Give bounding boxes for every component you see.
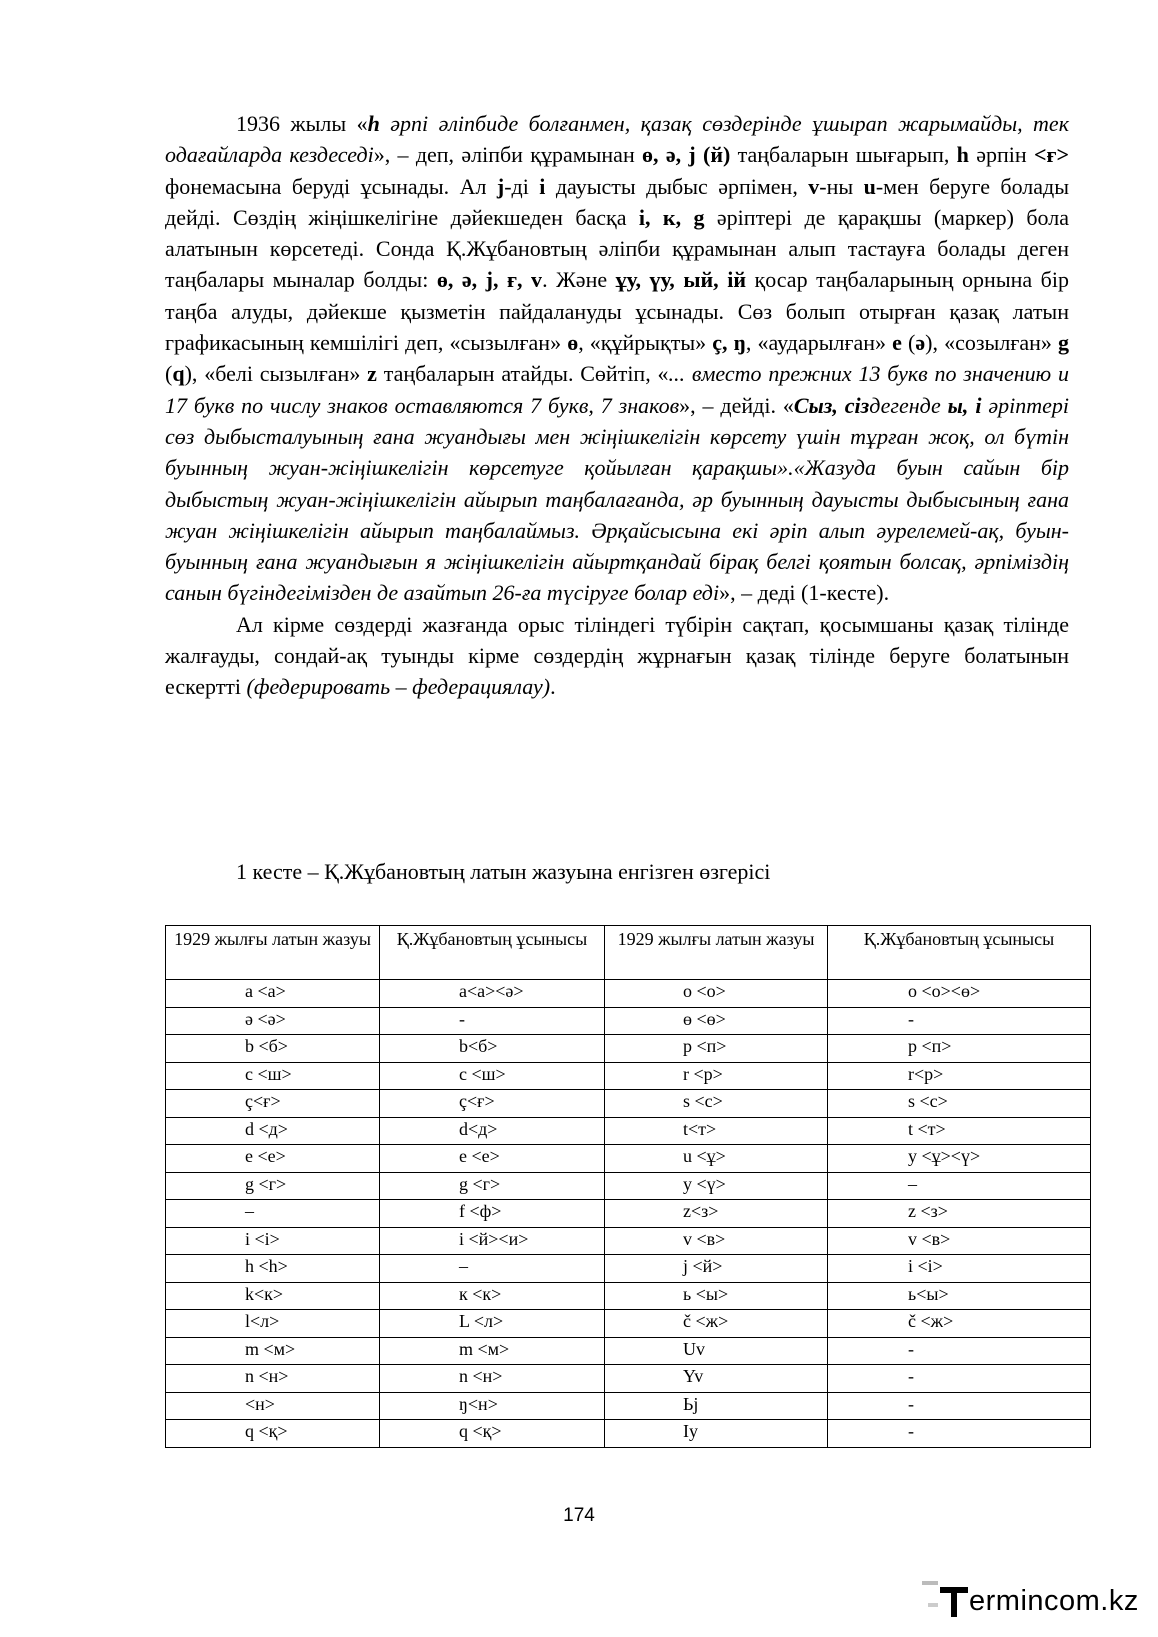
table-cell: - bbox=[828, 1365, 1091, 1393]
table-cell: g <г> bbox=[380, 1172, 605, 1200]
table-cell: d <д> bbox=[166, 1117, 380, 1145]
table-header-row bbox=[166, 926, 1091, 980]
logo-text: ermincom.kz bbox=[969, 1584, 1139, 1617]
text-span: ), «белі сызылған» bbox=[184, 361, 368, 387]
bold-letters: z bbox=[367, 361, 377, 387]
table-cell: b<б> bbox=[380, 1035, 605, 1063]
table-cell: m <м> bbox=[166, 1337, 380, 1365]
table-row bbox=[166, 1392, 1091, 1420]
text-span: , «аударылған» bbox=[745, 330, 893, 356]
table-cell: a <а> bbox=[166, 980, 380, 1008]
bold-letters: ɵ, ә, j, ғ, v bbox=[436, 267, 543, 293]
table-cell: q <қ> bbox=[380, 1420, 605, 1448]
table-row bbox=[166, 1090, 1091, 1118]
table-cell: z<з> bbox=[605, 1200, 828, 1228]
table-cell: c <ш> bbox=[166, 1062, 380, 1090]
bold-letters: j bbox=[496, 173, 505, 199]
column-header: 1929 жылғы латын жазуы bbox=[166, 926, 380, 980]
table-cell: - bbox=[828, 1392, 1091, 1420]
text-span: », – деп, әліпби құрамынан bbox=[373, 142, 643, 168]
paragraph-2 bbox=[165, 609, 1069, 703]
table-cell: <н> bbox=[166, 1392, 380, 1420]
bold-letters: g bbox=[1058, 330, 1069, 356]
text-span: , «құйрықты» bbox=[578, 330, 713, 356]
text-span: ( bbox=[901, 330, 916, 356]
text-span: фонемасына беруді ұсынады. Ал bbox=[165, 173, 497, 199]
example-span: (федерировать – федерациялау) bbox=[246, 674, 551, 700]
table-cell: Ьj bbox=[605, 1392, 828, 1420]
table-cell: n <н> bbox=[166, 1365, 380, 1393]
table-cell: ь <ы> bbox=[605, 1282, 828, 1310]
table-cell: i <й><и> bbox=[380, 1227, 605, 1255]
table-cell: o <о><ө> bbox=[828, 980, 1091, 1008]
text-span: 1936 жылы « bbox=[236, 111, 368, 136]
column-header: Қ.Жұбановтың ұсынысы bbox=[828, 926, 1091, 980]
table-cell: o <о> bbox=[605, 980, 828, 1008]
text-span: таңбаларын шығарып, bbox=[730, 142, 957, 168]
table-cell: ç<ғ> bbox=[166, 1090, 380, 1118]
table-cell: j <й> bbox=[605, 1255, 828, 1283]
text-span: әріптері де қарақшы (маркер) бола алатынын көрсетеді. Сонда Қ.Жұбановтың әліпби құрамынан алып тастауға болады деген таңбалары мыналар болды: bbox=[165, 204, 1069, 293]
text-span: ( bbox=[165, 361, 173, 387]
bold-letters: ɵ, ә, j (й) bbox=[642, 142, 731, 168]
table-row bbox=[166, 1035, 1091, 1063]
table-cell: v <в> bbox=[828, 1227, 1091, 1255]
table-cell: p <п> bbox=[605, 1035, 828, 1063]
bold-letters: ɵ bbox=[567, 330, 579, 356]
text-span: -ді bbox=[504, 173, 540, 199]
table-cell: - bbox=[828, 1337, 1091, 1365]
table-cell: q <қ> bbox=[166, 1420, 380, 1448]
table-cell: - bbox=[380, 1007, 605, 1035]
table-cell: Uv bbox=[605, 1337, 828, 1365]
table-row bbox=[166, 1310, 1091, 1338]
table-cell: č <ж> bbox=[605, 1310, 828, 1338]
text-span: ), «созылған» bbox=[925, 330, 1058, 356]
text-span: », – деді (1-кесте). bbox=[719, 580, 890, 606]
table-row bbox=[166, 1365, 1091, 1393]
table-cell: к <к> bbox=[380, 1282, 605, 1310]
table-row bbox=[166, 1007, 1091, 1035]
table-row bbox=[166, 1282, 1091, 1310]
table-cell: – bbox=[828, 1172, 1091, 1200]
table-cell: k<к> bbox=[166, 1282, 380, 1310]
text-span: », – дейді. « bbox=[679, 392, 794, 418]
table-cell: s <с> bbox=[605, 1090, 828, 1118]
table-cell: ŋ<н> bbox=[380, 1392, 605, 1420]
table-cell: – bbox=[380, 1255, 605, 1283]
table-cell: l<л> bbox=[166, 1310, 380, 1338]
text-span: . Және bbox=[542, 267, 616, 293]
column-header: 1929 жылғы латын жазуы bbox=[605, 926, 828, 980]
quote-span: Сыз, сіз bbox=[793, 392, 870, 418]
bold-letters: <ғ> bbox=[1033, 142, 1069, 168]
text-span: . bbox=[550, 674, 556, 700]
text-span: -мен беруге болады дейді. Сөздің жіңішкелігіне дәйекшеден басқа bbox=[165, 173, 1070, 230]
table-caption: 1 кесте – Қ.Жұбановтың латын жазуына енгізген өзгерісі bbox=[236, 859, 771, 884]
table-cell: r<р> bbox=[828, 1062, 1091, 1090]
page-number: 174 bbox=[563, 1505, 595, 1526]
table-cell: ɵ <ө> bbox=[605, 1007, 828, 1035]
table-cell: e <е> bbox=[166, 1145, 380, 1173]
table-cell: L <л> bbox=[380, 1310, 605, 1338]
quote-span: дегенде bbox=[869, 392, 948, 418]
bold-letters: q bbox=[172, 361, 185, 387]
table-row bbox=[166, 1337, 1091, 1365]
table-cell: Yv bbox=[605, 1365, 828, 1393]
bold-letters: ұу, үу, ый, ій bbox=[615, 267, 746, 293]
quote-span: әрпі әліпбиде болғанмен, қазақ сөздерінде ұшырап жарымайды, тек одағайларда кездеседі bbox=[165, 111, 1069, 168]
bold-letters: v bbox=[808, 173, 820, 199]
quote-span: ... вместо прежних 13 букв по значению и 17 букв по числу знаков оставляются 7 букв, 7 знаков bbox=[165, 361, 1069, 418]
table-cell: - bbox=[828, 1007, 1091, 1035]
table-cell: y <ұ><ү> bbox=[828, 1145, 1091, 1173]
table-cell: h <h> bbox=[166, 1255, 380, 1283]
table-row bbox=[166, 1117, 1091, 1145]
bold-letters: ç, ŋ bbox=[712, 330, 746, 356]
table-cell: d<д> bbox=[380, 1117, 605, 1145]
table-cell: č <ж> bbox=[828, 1310, 1091, 1338]
table-cell: a<а><ә> bbox=[380, 980, 605, 1008]
table-cell: n <н> bbox=[380, 1365, 605, 1393]
table-cell: – bbox=[166, 1200, 380, 1228]
table-row bbox=[166, 980, 1091, 1008]
table-row bbox=[166, 1420, 1091, 1448]
text-span: қосар таңбаларының орнына бір таңба алуды, дәйекше қызметін пайдалануды ұсынады. Сөз болып отырған қазақ латын графикасының кемшілігі деп, «сызылған» bbox=[165, 267, 1069, 356]
table-cell: m <м> bbox=[380, 1337, 605, 1365]
table-cell: g <г> bbox=[166, 1172, 380, 1200]
bold-letters: і, к, g bbox=[638, 204, 705, 230]
text-span: h bbox=[367, 111, 380, 136]
quote-span: ы, і bbox=[947, 392, 982, 418]
table-cell: ь<ы> bbox=[828, 1282, 1091, 1310]
quote-span: әріптері сөз дыбысталуының ғана жуандығы мен жіңішкелігін көрсету үшін тұрған жоқ, ол бүтін буынның жуан-жіңішкелігін көрсетуге қойылған қарақшы».«Жазуда буын сайын бір дыбыстың жуан-жіңішкелігін айырып таңбалағанда, әр буынның дауысты дыбысының ғана жуан жіңішкелігін айырып таңбалаймыз. Әрқайсысына екі әріп алып әурелемей-ақ, буын-буынның ғана жуандығын я жіңішкелігін айыртқандай бірақ белгі қоятын болсақ, әрпіміздің санын бүгіндегімізден де азайтып 26-ға түсіруге болар еді bbox=[165, 392, 1069, 606]
table-cell: ç<ғ> bbox=[380, 1090, 605, 1118]
table-cell: s <с> bbox=[828, 1090, 1091, 1118]
table-cell: y <ү> bbox=[605, 1172, 828, 1200]
termincom-logo bbox=[940, 1576, 1150, 1626]
table-row bbox=[166, 1227, 1091, 1255]
table-cell: r <р> bbox=[605, 1062, 828, 1090]
table-cell: p <п> bbox=[828, 1035, 1091, 1063]
table-cell: v <в> bbox=[605, 1227, 828, 1255]
text-span: дауысты дыбыс әрпімен, bbox=[545, 173, 809, 199]
bold-letters: e bbox=[892, 330, 902, 356]
table-row bbox=[166, 1062, 1091, 1090]
paragraph-1 bbox=[165, 108, 1069, 609]
text-span: таңбаларын атайды. Сөйтіп, « bbox=[376, 361, 669, 387]
column-header: Қ.Жұбановтың ұсынысы bbox=[380, 926, 605, 980]
bold-letters: h bbox=[956, 142, 969, 168]
bold-letters: u bbox=[863, 173, 876, 199]
table-cell: u <ұ> bbox=[605, 1145, 828, 1173]
table-cell: z <з> bbox=[828, 1200, 1091, 1228]
table-cell: i <і> bbox=[828, 1255, 1091, 1283]
table-cell: t<т> bbox=[605, 1117, 828, 1145]
text-span: әрпін bbox=[968, 142, 1034, 168]
table-cell: b <б> bbox=[166, 1035, 380, 1063]
text-span: Ал кірме сөздерді жазғанда орыс тіліндегі түбірін сақтап, қосымшаны қазақ тілінде жалғауды, сондай-ақ туынды кірме сөздердің жұрнағын қазақ тілінде беруге болатынын ескертті bbox=[165, 611, 1069, 700]
table-cell: c <ш> bbox=[380, 1062, 605, 1090]
table-row bbox=[166, 1200, 1091, 1228]
table-cell: Iy bbox=[605, 1420, 828, 1448]
text-span: -ны bbox=[819, 173, 864, 199]
table-cell: i <і> bbox=[166, 1227, 380, 1255]
table-cell: ə <ә> bbox=[166, 1007, 380, 1035]
table-cell: t <т> bbox=[828, 1117, 1091, 1145]
logo-t-icon bbox=[940, 1581, 968, 1621]
table-cell: - bbox=[828, 1420, 1091, 1448]
body-text bbox=[165, 108, 1069, 703]
table-row bbox=[166, 1172, 1091, 1200]
table-row bbox=[166, 1145, 1091, 1173]
bold-letters: ə bbox=[915, 330, 926, 356]
table-cell: f <ф> bbox=[380, 1200, 605, 1228]
table-row bbox=[166, 1255, 1091, 1283]
table-cell: e <е> bbox=[380, 1145, 605, 1173]
alphabet-table bbox=[165, 925, 1091, 1448]
bold-letters: і bbox=[539, 173, 546, 199]
